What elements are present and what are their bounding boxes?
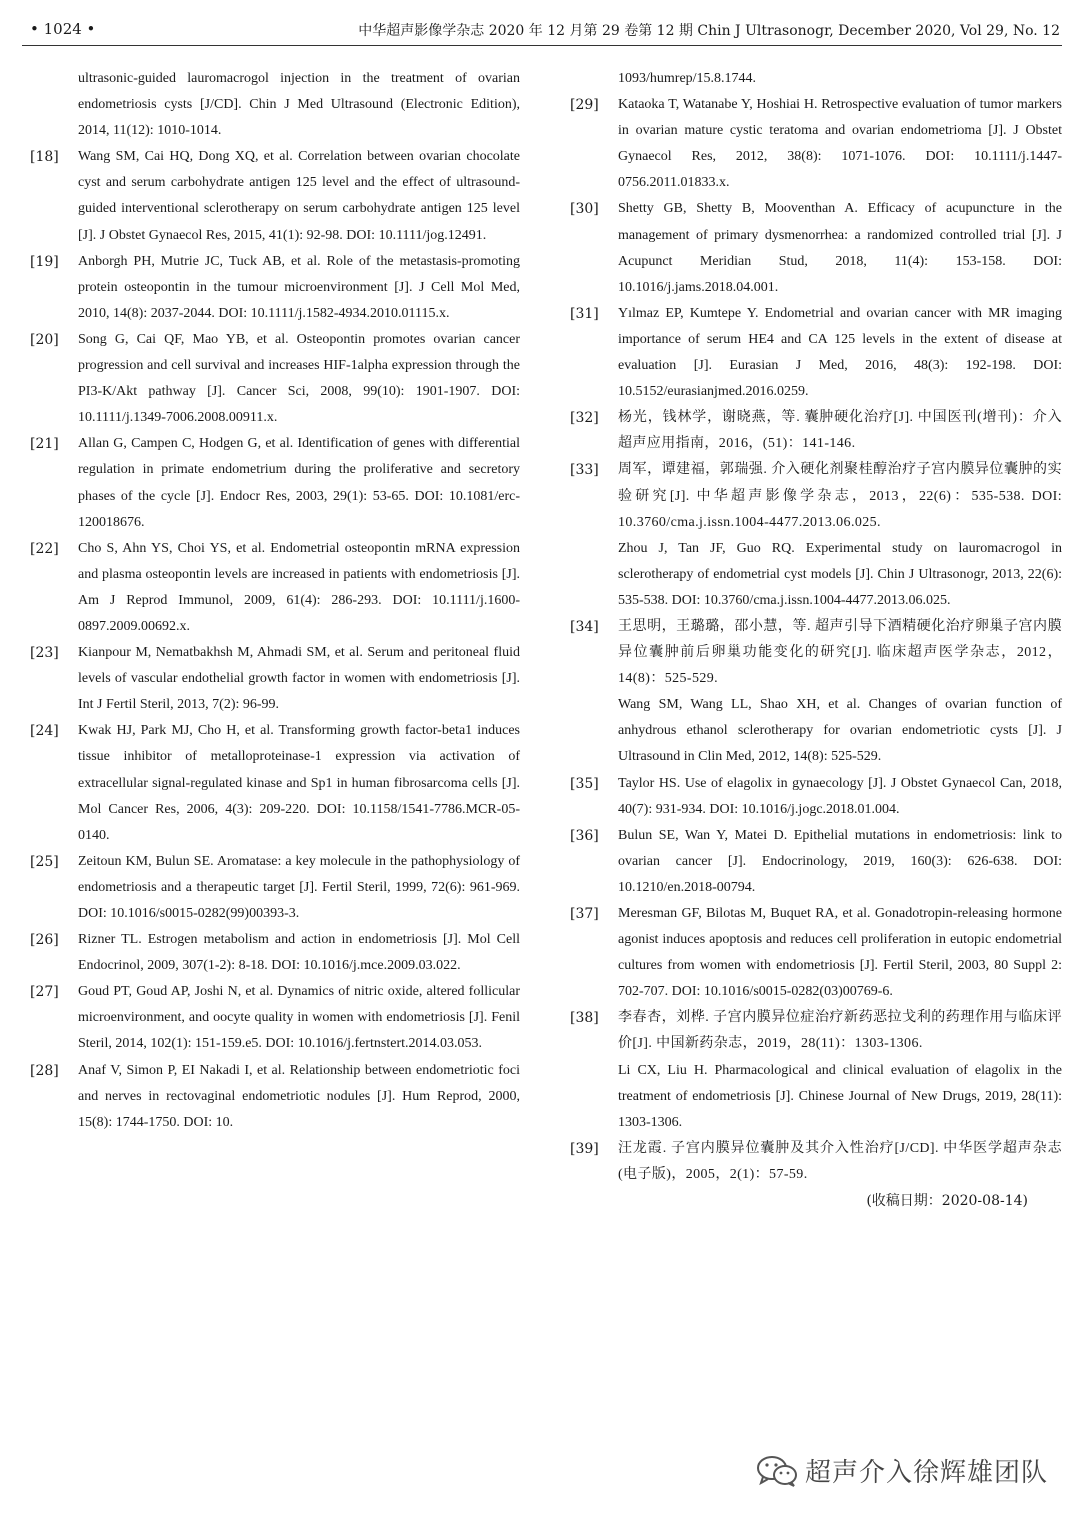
reference-text: 周军，谭建福，郭瑞强. 介入硬化剂聚桂醇治疗子宫内膜异位囊肿的实验研究[J]. 中华超声影像学杂志，2013，22(6)：535-538. DOI: 10.3760/cma.j.issn.1004-4477.2013.06.025.	[618, 462, 1062, 530]
reference-text: 杨光，钱林学，谢晓燕，等. 囊肿硬化治疗[J]. 中国医刊(增刊)：介入超声应用指南，2016，(51)：141-146.	[618, 410, 1062, 452]
reference-item	[570, 823, 1062, 901]
header-rule	[22, 45, 1062, 46]
reference-number: [38]	[570, 1010, 599, 1027]
reference-number: [27]	[30, 984, 59, 1001]
reference-number: [20]	[30, 331, 59, 348]
reference-text: Anborgh PH, Mutrie JC, Tuck AB, et al. Role of the metastasis-promoting protein osteopontin in the tumour microenvironment [J]. J Cell Mol Med, 2010, 14(8): 2037-2044. DOI: 10.1111/j.1582-4934.2010.01115.x.	[78, 253, 520, 321]
reference-text: Song G, Cai QF, Mao YB, et al. Osteopontin promotes ovarian cancer progression and cell survival and increases HIF-1alpha expression through the PI3-K/Akt pathway [J]. Cancer Sci, 2008, 99(10): 1901-1907. DOI: 10.1111/j.1349-7006.2008.00911.x.	[78, 331, 520, 426]
watermark	[755, 1452, 1048, 1489]
reference-item	[30, 927, 520, 979]
reference-text: Meresman GF, Bilotas M, Buquet RA, et al. Gonadotropin-releasing hormone agonist induces apoptosis and reduces cell proliferation in eutopic endometrial cultures from women with endometriosis [J]. Fertil Steril, 2003, 80 Suppl 2: 702-707. DOI: 10.1016/s0015-0282(03)00769-6.	[618, 906, 1062, 1000]
references-right-column	[570, 66, 1062, 1210]
reference-text: 李春杏，刘桦. 子宫内膜异位症治疗新药恶拉戈利的药理作用与临床评价[J]. 中国新药杂志，2019，28(11)：1303-1306.	[618, 1010, 1062, 1052]
reference-item	[570, 771, 1062, 823]
reference-text: Cho S, Ahn YS, Choi YS, et al. Endometrial osteopontin mRNA expression and plasma osteopontin levels are increased in patients with endometriosis [J]. Am J Reprod Immunol, 2009, 61(4): 286-293. DOI: 10.1111/j.1600-0897.2009.00692.x.	[78, 540, 520, 634]
reference-text: 王思明，王璐璐，邵小慧，等. 超声引导下酒精硬化治疗卵巢子宫内膜异位囊肿前后卵巢功能变化的研究[J]. 临床超声医学杂志，2012，14(8)：525-529.	[618, 618, 1062, 687]
reference-number: [22]	[30, 540, 59, 557]
reference-number: [37]	[570, 906, 599, 922]
reference-number: [18]	[30, 149, 59, 166]
reference-item	[30, 979, 520, 1057]
reference-number: [19]	[30, 253, 59, 270]
reference-item	[570, 196, 1062, 300]
reference-number: [39]	[570, 1140, 599, 1157]
reference-text: Goud PT, Goud AP, Joshi N, et al. Dynamics of nitric oxide, altered follicular microenvironment, and oocyte quality in women with endometriosis [J]. Fenil Steril, 2014, 102(1): 151-159.e5. DOI: 10.1016/j.fertnstert.2014.03.053.	[78, 984, 520, 1052]
reference-item	[570, 901, 1062, 1005]
references-left-column	[30, 66, 520, 1136]
reference-number: [28]	[30, 1062, 59, 1079]
reference-item	[570, 66, 1062, 92]
journal-running-title: 中华超声影像学杂志 2020 年 12 月第 29 卷第 12 期 Chin J Ultrasonogr, December 2020, Vol 29, No. 12	[358, 23, 1060, 39]
reference-item	[570, 1136, 1062, 1188]
reference-text: Allan G, Campen C, Hodgen G, et al. Identification of genes with differential regulation in primate endometrium during the proliferative and secretory phases of the cycle [J]. Endocr Res, 2003, 29(1): 53-65. DOI: 10.1081/erc-120018676.	[78, 436, 520, 530]
reference-number: [36]	[570, 827, 599, 844]
page-header	[0, 0, 1080, 44]
reference-text: Yılmaz EP, Kumtepe Y. Endometrial and ovarian cancer with MR imaging importance of serum HE4 and CA 125 levels in the extent of disease at evaluation [J]. Eurasian J Med, 2016, 48(3): 192-198. DOI: 10.5152/eurasianjmed.2016.0259.	[618, 305, 1062, 400]
received-date: (收稿日期：2020-08-14)	[866, 1193, 1028, 1210]
reference-number: [31]	[570, 305, 599, 322]
reference-text: ultrasonic-guided lauromacrogol injection in the treatment of ovarian endometriosis cysts [J/CD]. Chin J Med Ultrasound (Electronic Edition), 2014, 11(12): 1010-1014.	[78, 71, 520, 139]
reference-item	[570, 1005, 1062, 1135]
reference-item	[30, 144, 520, 248]
reference-text: Zhou J, Tan JF, Guo RQ. Experimental study on lauromacrogol in sclerotherapy of endometrial cyst models [J]. Chin J Ultrasonogr, 2013, 22(6): 535-538. DOI: 10.3760/cma.j.issn.1004-4477.2013.06.025.	[618, 540, 1062, 608]
reference-item	[570, 457, 1062, 614]
reference-item	[570, 405, 1062, 457]
reference-text: Zeitoun KM, Bulun SE. Aromatase: a key molecule in the pathophysiology of endometriosis and a therapeutic target [J]. Fertil Steril, 1999, 72(6): 961-969. DOI: 10.1016/s0015-0282(99)00393-3.	[78, 853, 520, 921]
reference-item	[30, 1058, 520, 1136]
reference-text: 1093/humrep/15.8.1744.	[618, 71, 757, 86]
reference-number: [29]	[570, 97, 599, 114]
reference-text: Anaf V, Simon P, EI Nakadi I, et al. Relationship between endometriotic foci and nerves in rectovaginal endometriotic nodules [J]. Hum Reprod, 2000, 15(8): 1744-1750. DOI: 10.	[78, 1062, 520, 1130]
reference-text: Taylor HS. Use of elagolix in gynaecology [J]. J Obstet Gynaecol Can, 2018, 40(7): 931-934. DOI: 10.1016/j.jogc.2018.01.004.	[618, 775, 1062, 817]
reference-text: Li CX, Liu H. Pharmacological and clinical evaluation of elagolix in the treatment of endometriosis [J]. Chinese Journal of New Drugs, 2019, 28(11): 1303-1306.	[618, 1062, 1062, 1130]
reference-text: Kataoka T, Watanabe Y, Hoshiai H. Retrospective evaluation of tumor markers in ovarian mature cystic teratoma and ovarian endometrioma [J]. J Obstet Gynaecol Res, 2012, 38(8): 1071-1076. DOI: 10.1111/j.1447-0756.2011.01833.x.	[618, 97, 1062, 191]
reference-number: [33]	[570, 462, 599, 479]
reference-item	[570, 92, 1062, 196]
reference-text: 汪龙霞. 子宫内膜异位囊肿及其介入性治疗[J/CD]. 中华医学超声杂志(电子版)，2005，2(1)：57-59.	[618, 1140, 1062, 1182]
reference-item	[30, 718, 520, 848]
reference-number: [26]	[30, 932, 59, 949]
reference-number: [34]	[570, 618, 599, 635]
reference-text: Kwak HJ, Park MJ, Cho H, et al. Transforming growth factor-beta1 induces tissue inhibitor of metalloproteinase-1 expression via activation of extracellular signal-regulated kinase and Sp1 in human fibrosarcoma cells [J]. Mol Cancer Res, 2006, 4(3): 209-220. DOI: 10.1158/1541-7786.MCR-05-0140.	[78, 723, 520, 843]
reference-number: [30]	[570, 201, 599, 218]
reference-item	[30, 327, 520, 431]
reference-item	[570, 614, 1062, 771]
reference-text: Wang SM, Wang LL, Shao XH, et al. Changes of ovarian function of anhydrous ethanol sclerotherapy for ovarian endometriotic cysts [J]. J Ultrasound in Clin Med, 2012, 14(8): 525-529.	[618, 697, 1062, 765]
reference-text: Wang SM, Cai HQ, Dong XQ, et al. Correlation between ovarian chocolate cyst and serum carbohydrate antigen 125 level and the effect of ultrasound-guided interventional sclerotherapy on serum carbohydrate antigen 125 level [J]. J Obstet Gynaecol Res, 2015, 41(1): 92-98. DOI: 10.1111/jog.12491.	[78, 149, 520, 243]
reference-item	[30, 640, 520, 718]
reference-item	[30, 849, 520, 927]
reference-number: [32]	[570, 410, 599, 427]
watermark-text: 超声介入徐辉雄团队	[805, 1458, 1049, 1488]
reference-number: [25]	[30, 853, 59, 870]
reference-item	[30, 431, 520, 535]
wechat-icon	[755, 1454, 799, 1488]
reference-item	[570, 301, 1062, 405]
reference-number: [23]	[30, 645, 59, 662]
reference-text: Bulun SE, Wan Y, Matei D. Epithelial mutations in endometriosis: link to ovarian cancer [J]. Endocrinology, 2019, 160(3): 626-638. DOI: 10.1210/en.2018-00794.	[618, 827, 1062, 895]
reference-number: [21]	[30, 436, 59, 453]
reference-item	[30, 249, 520, 327]
reference-text: Kianpour M, Nematbakhsh M, Ahmadi SM, et al. Serum and peritoneal fluid levels of vascular endothelial growth factor in women with endometriosis [J]. Int J Fertil Steril, 2013, 7(2): 96-99.	[78, 645, 520, 713]
page-number: • 1024 •	[30, 20, 96, 38]
reference-number: [24]	[30, 723, 59, 740]
reference-item	[30, 66, 520, 144]
reference-text: Shetty GB, Shetty B, Mooventhan A. Efficacy of acupuncture in the management of primary dysmenorrhea: a randomized controlled trial [J]. J Acupunct Meridian Stud, 2018, 11(4): 153-158. DOI: 10.1016/j.jams.2018.04.001.	[618, 201, 1062, 295]
reference-item	[30, 536, 520, 640]
reference-text: Rizner TL. Estrogen metabolism and action in endometriosis [J]. Mol Cell Endocrinol, 2009, 307(1-2): 8-18. DOI: 10.1016/j.mce.2009.03.022.	[78, 932, 520, 974]
reference-number: [35]	[570, 775, 599, 792]
